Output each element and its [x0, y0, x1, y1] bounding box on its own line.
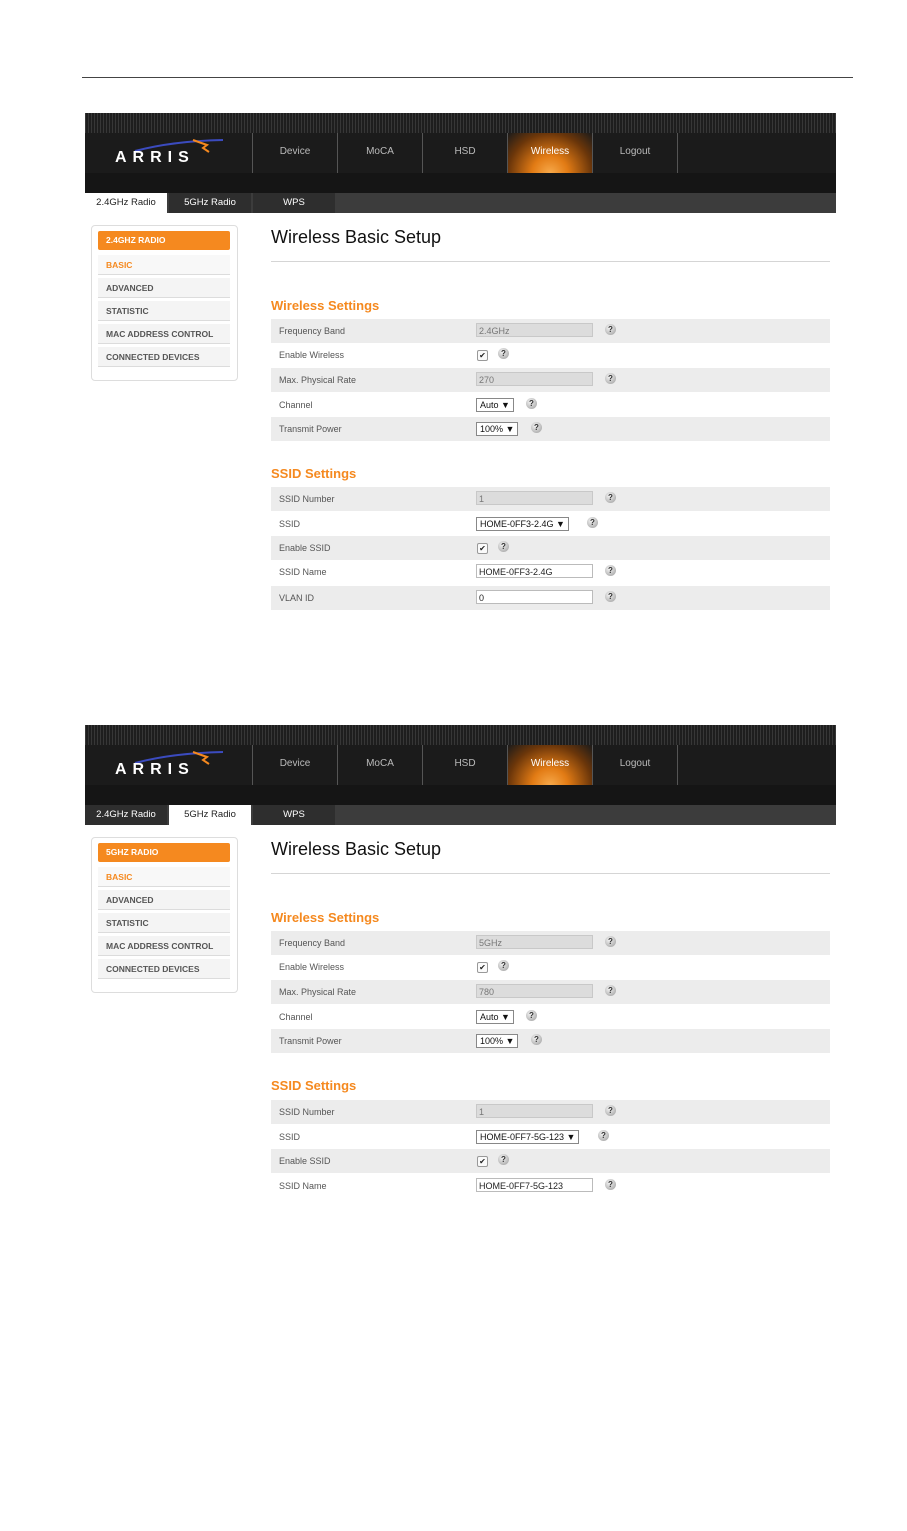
ssid-settings-heading: SSID Settings [271, 466, 357, 481]
radio-subtabs [85, 193, 836, 213]
channel-value: Auto [480, 1012, 499, 1022]
enable-wireless-label: Enable Wireless [279, 962, 345, 972]
help-icon[interactable]: ? [605, 373, 616, 384]
title-divider [271, 261, 830, 262]
channel-label: Channel [279, 400, 313, 410]
title-divider [271, 873, 830, 874]
enable-ssid-row [271, 1149, 830, 1173]
ssid-label: SSID [279, 519, 301, 529]
ssid-number-field: 1 [476, 491, 593, 505]
nav-hsd[interactable]: HSD [454, 758, 476, 769]
ssid-number-field: 1 [476, 1104, 593, 1118]
arris-logo [115, 139, 235, 169]
max-physical-rate-field: 270 [476, 372, 593, 386]
enable-wireless-label: Enable Wireless [279, 350, 345, 360]
page-title: Wireless Basic Setup [271, 227, 442, 247]
channel-select[interactable] [476, 1010, 514, 1024]
nav-wireless[interactable]: Wireless [508, 133, 592, 173]
enable-ssid-label: Enable SSID [279, 543, 331, 553]
ssid-label: SSID [279, 1132, 301, 1142]
sidebar-item-connected-devices[interactable]: CONNECTED DEVICES [98, 347, 230, 367]
nav-moca[interactable]: MoCA [366, 146, 394, 157]
chevron-down-icon: ▼ [556, 519, 565, 529]
max-physical-rate-row [271, 368, 830, 392]
ssid-number-row [271, 1100, 830, 1124]
frequency-band-row [271, 319, 830, 343]
wireless-settings-heading: Wireless Settings [271, 910, 380, 925]
brand-wordmark: ARRIS [115, 761, 195, 778]
router-screen-2-4ghz [85, 113, 836, 603]
help-icon[interactable]: ? [531, 422, 542, 433]
sidebar-menu [91, 225, 238, 381]
vlan-id-row [271, 586, 830, 610]
help-icon[interactable]: ? [605, 985, 616, 996]
ssid-name-label: SSID Name [279, 1181, 327, 1191]
chevron-down-icon: ▼ [501, 400, 510, 410]
ssid-name-input[interactable]: HOME-0FF7-5G-123 [476, 1178, 593, 1192]
help-icon[interactable]: ? [498, 960, 509, 971]
transmit-power-label: Transmit Power [279, 1036, 342, 1046]
chevron-down-icon: ▼ [505, 1036, 515, 1046]
enable-ssid-label: Enable SSID [279, 1156, 331, 1166]
transmit-power-row [271, 1029, 830, 1053]
ssid-value: HOME-0FF3-2.4G [480, 519, 554, 529]
help-icon[interactable]: ? [598, 1130, 609, 1141]
channel-value: Auto [480, 400, 499, 410]
wireless-settings-heading: Wireless Settings [271, 298, 380, 313]
transmit-power-label: Transmit Power [279, 424, 342, 434]
arris-logo [115, 751, 235, 781]
page-title: Wireless Basic Setup [271, 839, 442, 859]
page-top-rule [82, 77, 853, 78]
tab-5ghz-radio[interactable]: 5GHz Radio [169, 805, 251, 825]
channel-select[interactable] [476, 398, 514, 412]
chevron-down-icon: ▼ [501, 1012, 510, 1022]
help-icon[interactable]: ? [605, 1105, 616, 1116]
help-icon[interactable]: ? [587, 517, 598, 528]
sidebar-item-connected-devices[interactable]: CONNECTED DEVICES [98, 959, 230, 979]
ssid-name-input[interactable]: HOME-0FF3-2.4G [476, 564, 593, 578]
ssid-settings-heading: SSID Settings [271, 1078, 357, 1093]
transmit-power-select[interactable] [476, 422, 518, 436]
sidebar-item-advanced[interactable]: ADVANCED [98, 890, 230, 910]
help-icon[interactable]: ? [605, 565, 616, 576]
sidebar-item-mac-address-control[interactable]: MAC ADDRESS CONTROL [98, 324, 230, 344]
nav-device[interactable]: Device [279, 758, 311, 769]
frequency-band-label: Frequency Band [279, 326, 346, 336]
top-header [85, 725, 836, 805]
sidebar-header: 2.4GHZ RADIO [98, 231, 230, 250]
vlan-id-input[interactable]: 0 [476, 590, 593, 604]
transmit-power-select[interactable] [476, 1034, 518, 1048]
tab-2-4ghz-radio[interactable]: 2.4GHz Radio [85, 805, 167, 825]
nav-hsd[interactable]: HSD [454, 146, 476, 157]
help-icon[interactable]: ? [531, 1034, 542, 1045]
help-icon[interactable]: ? [605, 936, 616, 947]
sidebar-item-basic[interactable]: BASIC [98, 867, 230, 887]
enable-wireless-checkbox[interactable]: ✔ [477, 350, 488, 361]
sidebar-item-statistic[interactable]: STATISTIC [98, 301, 230, 321]
channel-row [271, 393, 830, 417]
transmit-power-value: 100% [480, 1036, 504, 1046]
router-screen-5ghz [85, 725, 836, 1191]
help-icon[interactable]: ? [605, 492, 616, 503]
transmit-power-value: 100% [480, 424, 504, 434]
nav-moca[interactable]: MoCA [366, 758, 394, 769]
enable-wireless-row [271, 343, 830, 367]
channel-row [271, 1005, 830, 1029]
top-header [85, 113, 836, 193]
help-icon[interactable]: ? [605, 1179, 616, 1190]
max-physical-rate-field: 780 [476, 984, 593, 998]
tab-wps[interactable]: WPS [253, 193, 335, 213]
enable-ssid-checkbox[interactable]: ✔ [477, 1156, 488, 1167]
sidebar-item-statistic[interactable]: STATISTIC [98, 913, 230, 933]
max-physical-rate-label: Max. Physical Rate [279, 375, 357, 385]
sidebar-item-advanced[interactable]: ADVANCED [98, 278, 230, 298]
channel-label: Channel [279, 1012, 313, 1022]
enable-wireless-row [271, 955, 830, 979]
sidebar-header: 5GHZ RADIO [98, 843, 230, 862]
ssid-number-label: SSID Number [279, 494, 335, 504]
frequency-band-label: Frequency Band [279, 938, 346, 948]
ssid-row [271, 512, 830, 536]
help-icon[interactable]: ? [605, 591, 616, 602]
brand-wordmark: ARRIS [115, 149, 195, 166]
help-icon[interactable]: ? [526, 398, 537, 409]
nav-device[interactable]: Device [279, 146, 311, 157]
ssid-value: HOME-0FF7-5G-123 [480, 1132, 565, 1142]
ssid-number-row [271, 487, 830, 511]
ssid-name-row [271, 1174, 830, 1198]
max-physical-rate-row [271, 980, 830, 1004]
radio-subtabs [85, 805, 836, 825]
ssid-row [271, 1125, 830, 1149]
tab-wps[interactable]: WPS [253, 805, 335, 825]
max-physical-rate-label: Max. Physical Rate [279, 987, 357, 997]
vlan-id-label: VLAN ID [279, 593, 315, 603]
chevron-down-icon: ▼ [505, 424, 515, 434]
frequency-band-field: 2.4GHz [476, 323, 593, 337]
enable-ssid-checkbox[interactable]: ✔ [477, 543, 488, 554]
chevron-down-icon: ▼ [566, 1132, 576, 1142]
ssid-number-label: SSID Number [279, 1107, 335, 1117]
enable-ssid-row [271, 536, 830, 560]
nav-logout[interactable]: Logout [619, 146, 651, 157]
sidebar-menu [91, 837, 238, 993]
enable-wireless-checkbox[interactable]: ✔ [477, 962, 488, 973]
ssid-name-label: SSID Name [279, 567, 327, 577]
frequency-band-field: 5GHz [476, 935, 593, 949]
sidebar-item-mac-address-control[interactable]: MAC ADDRESS CONTROL [98, 936, 230, 956]
tab-5ghz-radio[interactable]: 5GHz Radio [169, 193, 251, 213]
frequency-band-row [271, 931, 830, 955]
help-icon[interactable]: ? [526, 1010, 537, 1021]
ssid-select[interactable] [476, 517, 569, 531]
sidebar-item-basic[interactable]: BASIC [98, 255, 230, 275]
ssid-select[interactable] [476, 1130, 579, 1144]
help-icon[interactable]: ? [498, 1154, 509, 1165]
tab-2-4ghz-radio[interactable]: 2.4GHz Radio [85, 193, 167, 213]
help-icon[interactable]: ? [605, 324, 616, 335]
ssid-name-row [271, 560, 830, 584]
help-icon[interactable]: ? [498, 541, 509, 552]
transmit-power-row [271, 417, 830, 441]
nav-logout[interactable]: Logout [619, 758, 651, 769]
help-icon[interactable]: ? [498, 348, 509, 359]
nav-wireless[interactable]: Wireless [508, 745, 592, 785]
